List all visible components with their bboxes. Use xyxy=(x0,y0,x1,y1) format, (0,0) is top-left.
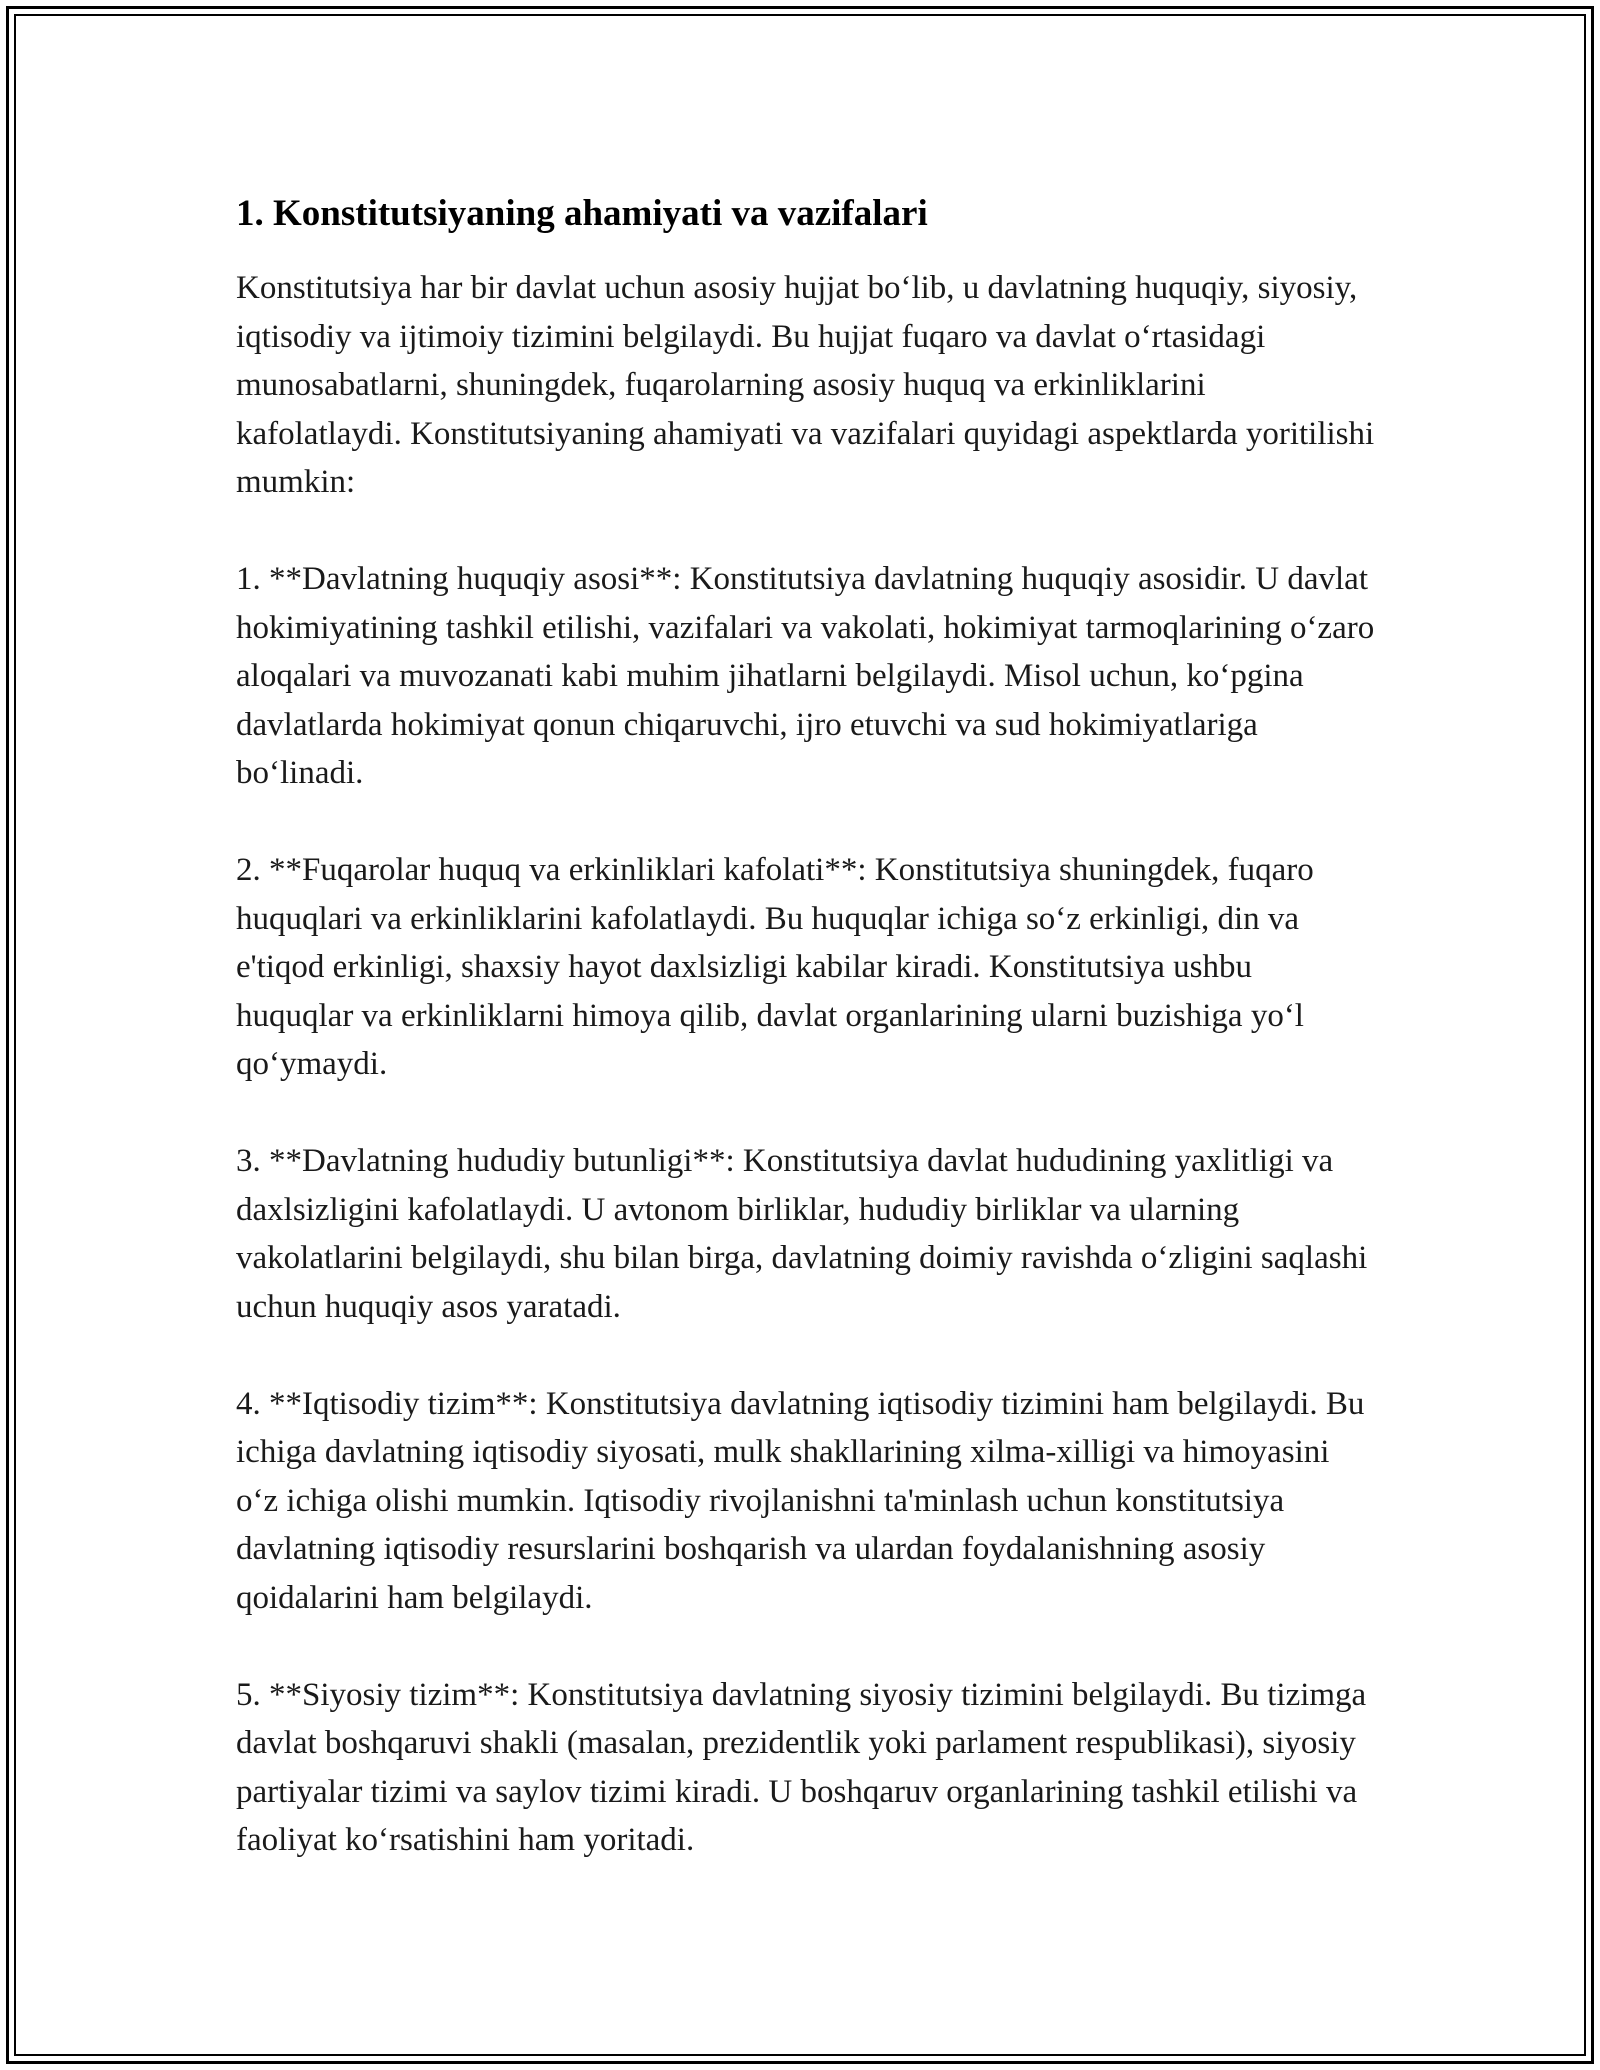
paragraph-political-system: 5. **Siyosiy tizim**: Konstitutsiya davlatning siyosiy tizimini belgilaydi. Bu tizimga davlat boshqaruvi shakli (masalan, prezidentlik yoki parlament respublikasi), siyosiy partiyalar tizimi va saylov tizimi kiradi. U boshqaruv organlarining tashkil etilishi va faoliyat ko‘rsatishini ham yoritadi. xyxy=(236,1676,1367,1858)
paragraph-territorial-integrity: 3. **Davlatning hududiy butunligi**: Konstitutsiya davlat hududining yaxlitligi va daxlsizligini kafolatlaydi. U avtonom birliklar, hududiy birliklar va ularning vakolatlarini belgilaydi, shu bilan birga, davlatning doimiy ravishda o‘zligini saqlashi uchun huquqiy asos yaratadi. xyxy=(236,1143,1368,1325)
section-title: 1. Konstitutsiyaning ahamiyati va vazifalari xyxy=(236,193,928,234)
document-body xyxy=(236,186,1376,1865)
intro-paragraph: Konstitutsiya har bir davlat uchun asosiy hujjat bo‘lib, u davlatning huquqiy, siyosiy, iqtisodiy va ijtimoiy tizimini belgilaydi. Bu hujjat fuqaro va davlat o‘rtasidagi munosabatlarni, shuningdek, fuqarolarning asosiy huquq va erkinliklarini kafolatlaydi. Konstitutsiyaning ahamiyati va vazifalari quyidagi aspektlarda yoritilishi mumkin: xyxy=(236,270,1375,500)
paragraph-citizen-rights: 2. **Fuqarolar huquq va erkinliklari kafolati**: Konstitutsiya shuningdek, fuqaro huquqlari va erkinliklarini kafolatlaydi. Bu huquqlar ichiga so‘z erkinligi, din va e'tiqod erkinligi, shaxsiy hayot daxlsizligi kabilar kiradi. Konstitutsiya ushbu huquqlar va erkinliklarni himoya qilib, davlat organlarining ularni buzishiga yo‘l qo‘ymaydi. xyxy=(236,852,1314,1082)
paragraph-economic-system: 4. **Iqtisodiy tizim**: Konstitutsiya davlatning iqtisodiy tizimini ham belgilaydi. Bu ichiga davlatning iqtisodiy siyosati, mulk shakllarining xilma-xilligi va himoyasini o‘z ichiga olishi mumkin. Iqtisodiy rivojlanishni ta'minlash uchun konstitutsiya davlatning iqtisodiy resurslarini boshqarish va ulardan foydalanishning asosiy qoidalarini ham belgilaydi. xyxy=(236,1385,1365,1616)
paragraph-legal-basis: 1. **Davlatning huquqiy asosi**: Konstitutsiya davlatning huquqiy asosidir. U davlat hokimiyatining tashkil etilishi, vazifalari va vakolati, hokimiyat tarmoqlarining o‘zaro aloqalari va muvozanati kabi muhim jihatlarni belgilaydi. Misol uchun, ko‘pgina davlatlarda hokimiyat qonun chiqaruvchi, ijro etuvchi va sud hokimiyatlariga bo‘linadi. xyxy=(236,561,1375,791)
